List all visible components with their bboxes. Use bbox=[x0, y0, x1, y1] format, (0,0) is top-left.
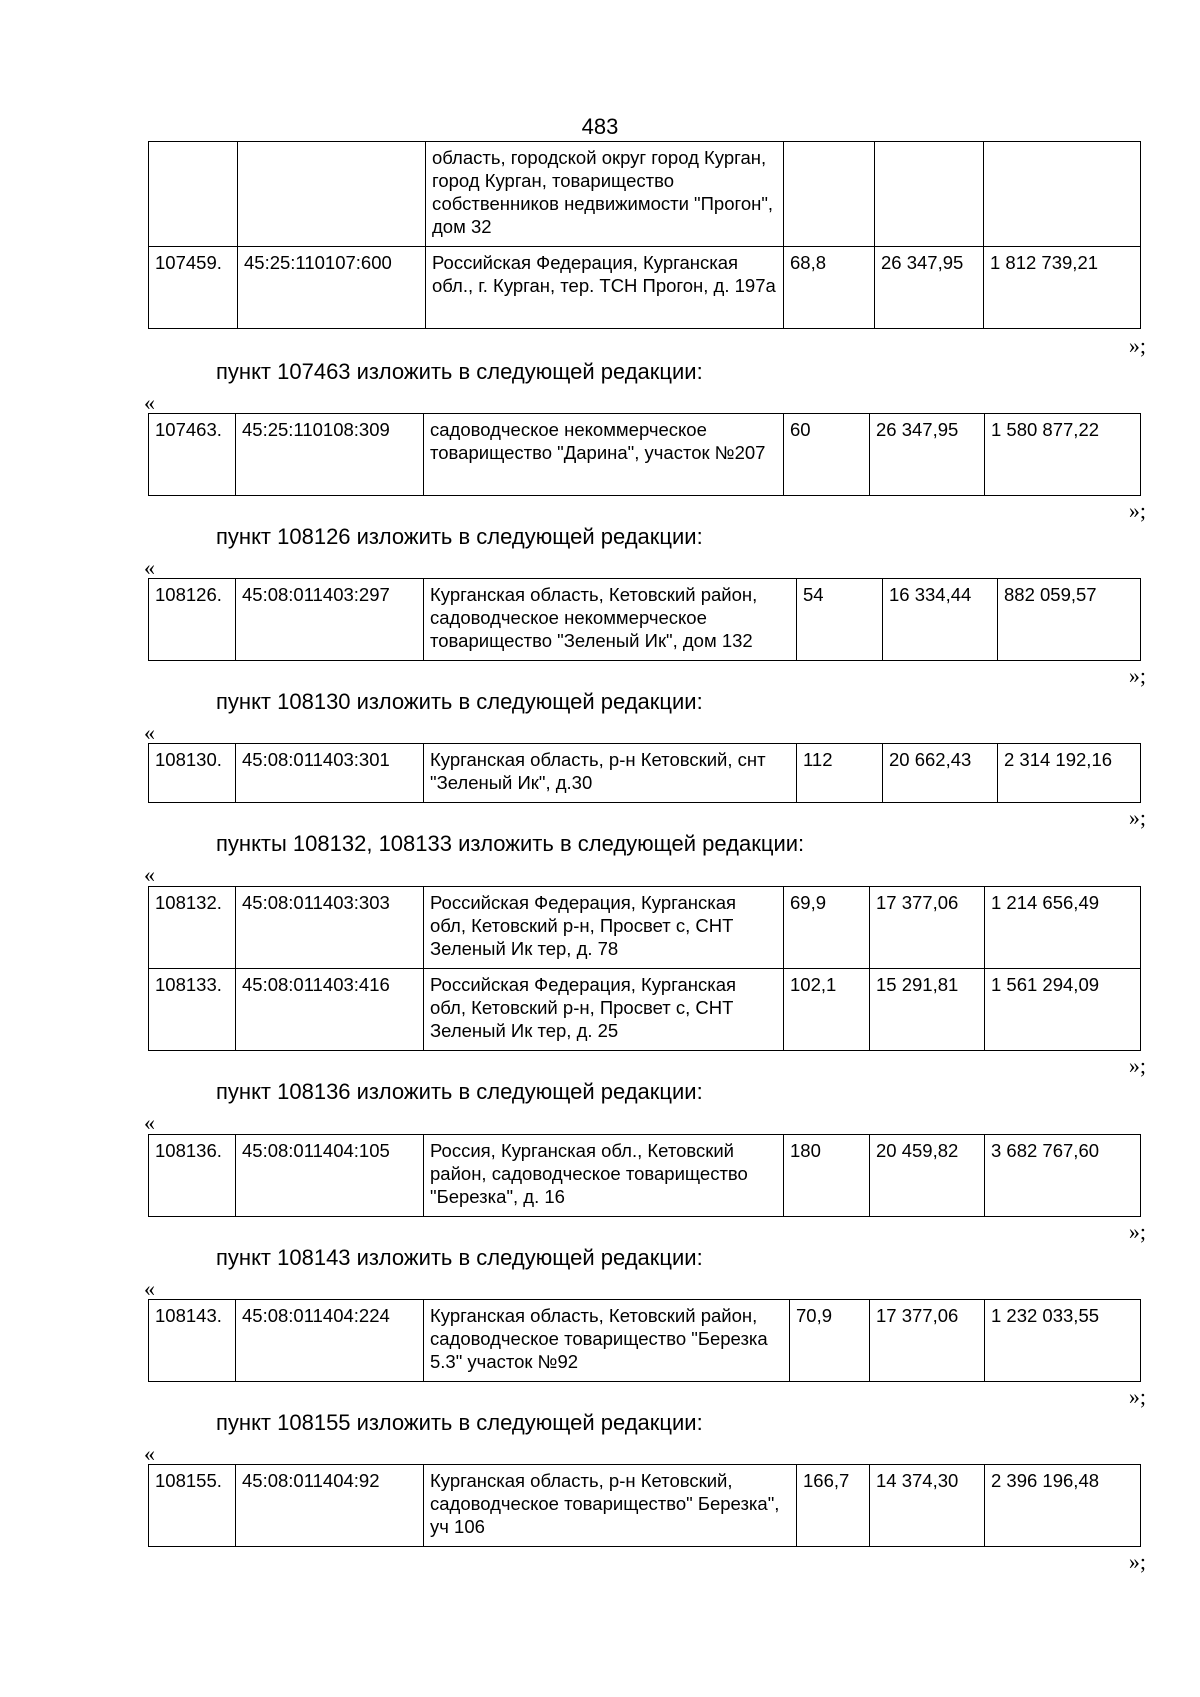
cell-number: 108143. bbox=[149, 1300, 236, 1382]
cell-address: Курганская область, Кетовский район, садоводческое товарищество "Березка 5.3" участок №92 bbox=[424, 1300, 790, 1382]
table-row bbox=[149, 1135, 1141, 1217]
cell-rate: 17 377,06 bbox=[870, 887, 985, 969]
cell-value: 1 232 033,55 bbox=[985, 1300, 1141, 1382]
cell-rate: 17 377,06 bbox=[870, 1300, 985, 1382]
closing-mark: »; bbox=[1128, 1053, 1146, 1078]
cell-rate: 26 347,95 bbox=[875, 247, 984, 329]
table-row bbox=[149, 1465, 1141, 1547]
cell-cadastral: 45:08:011404:105 bbox=[236, 1135, 424, 1217]
cell-area: 180 bbox=[784, 1135, 870, 1217]
cell-area: 112 bbox=[797, 744, 883, 803]
cell-area: 102,1 bbox=[784, 969, 870, 1051]
cell-value: 2 396 196,48 bbox=[985, 1465, 1141, 1547]
cell-cadastral: 45:08:011403:297 bbox=[236, 579, 424, 661]
closing-mark: »; bbox=[1128, 1549, 1146, 1574]
amendment-instruction: пункт 108155 изложить в следующей редакции: bbox=[216, 1410, 703, 1435]
cell-value: 882 059,57 bbox=[998, 579, 1141, 661]
property-table-continuation bbox=[148, 141, 1141, 329]
closing-mark: »; bbox=[1128, 498, 1146, 523]
table-row bbox=[149, 247, 1141, 329]
cell-cadastral: 45:08:011403:416 bbox=[236, 969, 424, 1051]
cell-number: 107459. bbox=[149, 247, 238, 329]
cell-area: 69,9 bbox=[784, 887, 870, 969]
cell-number: 108130. bbox=[149, 744, 236, 803]
amendment-instruction: пункт 108143 изложить в следующей редакции: bbox=[216, 1245, 703, 1270]
cell-value bbox=[984, 142, 1141, 247]
cell-rate: 20 662,43 bbox=[883, 744, 998, 803]
closing-mark: »; bbox=[1128, 1384, 1146, 1409]
table-row bbox=[149, 887, 1141, 969]
property-table bbox=[148, 1134, 1141, 1217]
cell-address: Курганская область, р-н Кетовский, снт "Зеленый Ик", д.30 bbox=[424, 744, 797, 803]
opening-mark: « bbox=[144, 720, 155, 745]
cell-rate: 26 347,95 bbox=[870, 414, 985, 496]
cell-cadastral: 45:08:011403:303 bbox=[236, 887, 424, 969]
cell-address: область, городской округ город Курган, город Курган, товарищество собственников недвижимости "Прогон", дом 32 bbox=[426, 142, 784, 247]
cell-rate bbox=[875, 142, 984, 247]
amendment-instruction: пункт 108126 изложить в следующей редакции: bbox=[216, 524, 703, 549]
page-number: 483 bbox=[581, 114, 619, 139]
property-table bbox=[148, 743, 1141, 803]
cell-value: 2 314 192,16 bbox=[998, 744, 1141, 803]
table-row bbox=[149, 744, 1141, 803]
opening-mark: « bbox=[144, 390, 155, 415]
cell-address: Курганская область, Кетовский район, садоводческое некоммерческое товарищество "Зеленый Ик", дом 132 bbox=[424, 579, 797, 661]
cell-value: 1 812 739,21 bbox=[984, 247, 1141, 329]
table-row bbox=[149, 579, 1141, 661]
table-row bbox=[149, 969, 1141, 1051]
cell-value: 1 214 656,49 bbox=[985, 887, 1141, 969]
cell-area bbox=[784, 142, 875, 247]
cell-cadastral: 45:08:011404:224 bbox=[236, 1300, 424, 1382]
cell-number: 108133. bbox=[149, 969, 236, 1051]
amendment-instruction: пункт 108136 изложить в следующей редакции: bbox=[216, 1079, 703, 1104]
cell-address: Россия, Курганская обл., Кетовский район, садоводческое товарищество "Березка", д. 16 bbox=[424, 1135, 784, 1217]
cell-cadastral: 45:25:110107:600 bbox=[238, 247, 426, 329]
property-table bbox=[148, 413, 1141, 496]
cell-value: 1 580 877,22 bbox=[985, 414, 1141, 496]
cell-value: 3 682 767,60 bbox=[985, 1135, 1141, 1217]
cell-rate: 14 374,30 bbox=[870, 1465, 985, 1547]
cell-area: 70,9 bbox=[790, 1300, 870, 1382]
cell-address: садоводческое некоммерческое товарищество "Дарина", участок №207 bbox=[424, 414, 784, 496]
cell-rate: 15 291,81 bbox=[870, 969, 985, 1051]
property-table bbox=[148, 1299, 1141, 1382]
opening-mark: « bbox=[144, 862, 155, 887]
closing-mark: »; bbox=[1128, 805, 1146, 830]
cell-number: 108136. bbox=[149, 1135, 236, 1217]
property-table bbox=[148, 886, 1141, 1051]
cell-address: Российская Федерация, Курганская обл, Кетовский р-н, Просвет с, СНТ Зеленый Ик тер, д. 25 bbox=[424, 969, 784, 1051]
closing-mark: »; bbox=[1128, 663, 1146, 688]
table-row bbox=[149, 414, 1141, 496]
cell-number: 108126. bbox=[149, 579, 236, 661]
cell-number: 107463. bbox=[149, 414, 236, 496]
cell-cadastral bbox=[238, 142, 426, 247]
amendment-instruction: пункты 108132, 108133 изложить в следующей редакции: bbox=[216, 831, 805, 856]
cell-area: 60 bbox=[784, 414, 870, 496]
property-table bbox=[148, 578, 1141, 661]
amendment-instruction: пункт 107463 изложить в следующей редакции: bbox=[216, 359, 703, 384]
property-table bbox=[148, 1464, 1141, 1547]
opening-mark: « bbox=[144, 1110, 155, 1135]
cell-area: 166,7 bbox=[797, 1465, 870, 1547]
cell-number: 108132. bbox=[149, 887, 236, 969]
cell-address: Российская Федерация, Курганская обл., г. Курган, тер. ТСН Прогон, д. 197а bbox=[426, 247, 784, 329]
opening-mark: « bbox=[144, 555, 155, 580]
table-row bbox=[149, 1300, 1141, 1382]
cell-cadastral: 45:08:011403:301 bbox=[236, 744, 424, 803]
cell-cadastral: 45:08:011404:92 bbox=[236, 1465, 424, 1547]
cell-area: 68,8 bbox=[784, 247, 875, 329]
cell-rate: 16 334,44 bbox=[883, 579, 998, 661]
closing-mark: »; bbox=[1128, 333, 1146, 358]
cell-number: 108155. bbox=[149, 1465, 236, 1547]
amendment-instruction: пункт 108130 изложить в следующей редакции: bbox=[216, 689, 703, 714]
opening-mark: « bbox=[144, 1441, 155, 1466]
table-row bbox=[149, 142, 1141, 247]
cell-address: Российская Федерация, Курганская обл, Кетовский р-н, Просвет с, СНТ Зеленый Ик тер, д. 78 bbox=[424, 887, 784, 969]
closing-mark: »; bbox=[1128, 1219, 1146, 1244]
cell-number bbox=[149, 142, 238, 247]
cell-cadastral: 45:25:110108:309 bbox=[236, 414, 424, 496]
cell-address: Курганская область, р-н Кетовский, садоводческое товарищество" Березка", уч 106 bbox=[424, 1465, 797, 1547]
cell-rate: 20 459,82 bbox=[870, 1135, 985, 1217]
opening-mark: « bbox=[144, 1276, 155, 1301]
cell-value: 1 561 294,09 bbox=[985, 969, 1141, 1051]
cell-area: 54 bbox=[797, 579, 883, 661]
